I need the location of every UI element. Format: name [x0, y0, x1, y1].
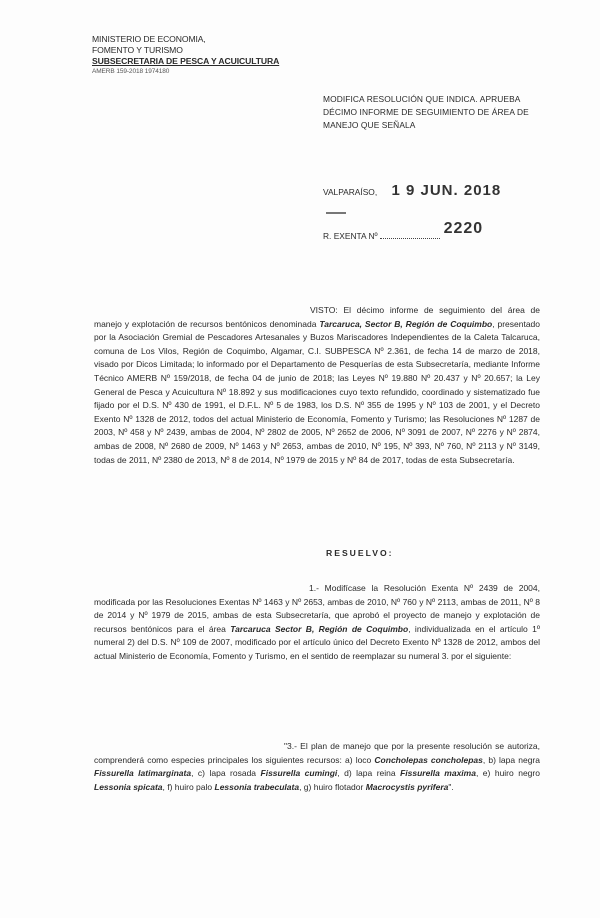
city: VALPARAÍSO, [323, 187, 378, 197]
species-cumingi: Fissurella cumingi [260, 768, 338, 779]
resolution-subject: MODIFICA RESOLUCIÓN QUE INDICA. APRUEBA DÉCIMO INFORME DE SEGUIMIENTO DE ÁREA DE MANEJO QUE SEÑALA [323, 94, 529, 130]
ministry-name-2: FOMENTO Y TURISMO [92, 45, 183, 55]
numeral-3-text-7: , g) huiro flotador [299, 781, 364, 792]
species-pyrifera: Macrocystis pyrifera [365, 781, 449, 792]
subsecretaria-name: SUBSECRETARIA DE PESCA Y ACUICULTURA [92, 56, 280, 66]
date-stamp: 1 9 JUN. 2018 [391, 182, 502, 199]
numeral-3-text-1: "3.- El plan de manejo que por la presente resolución se autoriza, comprenderá como especies principales los siguientes recursos: a) loco [94, 741, 540, 765]
species-maxima: Fissurella maxima [400, 768, 476, 779]
species-concholepas: Concholepas concholepas [374, 754, 483, 765]
numeral-3-text-3: , c) lapa rosada [191, 768, 257, 779]
article-1-paragraph [94, 582, 540, 664]
species-trabeculata: Lessonia trabeculata [214, 781, 300, 792]
article-1-text-2: , individualizada en el artículo 1º numeral 2) del D.S. Nº 109 de 2007, modificado por el artículo único del Decreto Exento Nº 1328 de 2012, ambos del actual Ministerio de Economía, Fomento y Turismo, en el sentido de reemplazar su numeral 3. por el siguiente: [94, 623, 540, 661]
resolution-number: 2220 [443, 220, 484, 237]
ministry-name: MINISTERIO DE ECONOMIA, [92, 34, 206, 44]
visto-text-2: , presentado por la Asociación Gremial de Pescadores Artesanales y Buzos Mariscadores Independientes de la Caleta Talcaruca, comuna de Los Vilos, Región de Coquimbo, Algamar, C.I. SUBPESCA Nº 2.361, de fecha 14 de marzo de 2018, visado por Dicos Limitada; lo informado por el Departamento de Pesquerías de esta Subsecretaría, mediante Informe Técnico AMERB Nº 159/2018, de fecha 04 de junio de 2018; las Leyes Nº 19.880 Nº 20.437 y Nº 20.657; la Ley General de Pesca y Acuicultura Nº 18.892 y sus modificaciones cuyo texto refundido, coordinado y sistematizado fue fijado por el D.S. Nº 430 de 1991, el D.F.L. Nº 5 de 1983, los D.S. Nº 355 de 1995 y Nº 103 de 2001, y el Decreto Exento Nº 1328 de 2012, todos del actual Ministerio de Economía, Fomento y Turismo; las Resoluciones Nº 1287 de 2003, Nº 458 y Nº 2439, ambas de 2004, Nº 2802 de 2005, Nº 2652 de 2006, Nº 3091 de 2007, Nº 2276 y Nº 2874, ambas de 2008, Nº 2680 de 2009, Nº 1463 y Nº 2653, ambas de 2010, Nº 195, Nº 393, Nº 760, Nº 2113 y Nº 3149, todas de 2011, Nº 2380 de 2013, Nº 8 de 2014, Nº 1979 de 2015 y Nº 84 de 2017, todas de esta Subsecretaría. [94, 318, 541, 465]
number-blank [380, 238, 440, 239]
numeral-3-text-2: , b) lapa negra [482, 754, 540, 765]
article-1-text-1: 1.- Modifícase la Resolución Exenta Nº 2439 de 2004, modificada por las Resoluciones Exentas Nº 1463 y Nº 2653, ambas de 2010, Nº 760 y Nº 2113, ambas de 2011, Nº 8 de 2014 y Nº 1979 de 2015, ambas de esta Subsecretaría, que aprobó el proyecto de manejo y explotación de recursos bentónicos para el área [94, 583, 540, 634]
letterhead [92, 34, 279, 76]
species-latimarginata: Fissurella latimarginata [94, 768, 192, 779]
visto-text-1: VISTO: El décimo informe de seguimiento del área de manejo y explotación de recursos bentónicos denominada [94, 305, 540, 329]
article-1-area-name: Tarcaruca Sector B, Región de Coquimbo [230, 623, 409, 634]
resuelvo-heading: RESUELVO: [326, 548, 394, 558]
visto-paragraph [94, 304, 540, 467]
numeral-3-text-6: , f) huiro palo [162, 781, 213, 792]
numeral-3-text-5: , e) huiro negro [475, 768, 540, 779]
numeral-3-text-4: , d) lapa reina [337, 768, 396, 779]
reference-code: AMERB 159-2018 1974180 [92, 68, 170, 75]
area-name: Tarcaruca, Sector B, Región de Coquimbo [319, 318, 493, 329]
stamp-mark [326, 212, 346, 214]
resolution-number-line [323, 220, 484, 244]
resolution-number-label: R. EXENTA Nº [323, 231, 378, 241]
numeral-3-text-8: ". [448, 781, 454, 792]
date-line [323, 182, 501, 199]
species-spicata: Lessonia spicata [94, 781, 163, 792]
numeral-3-paragraph [94, 740, 540, 794]
